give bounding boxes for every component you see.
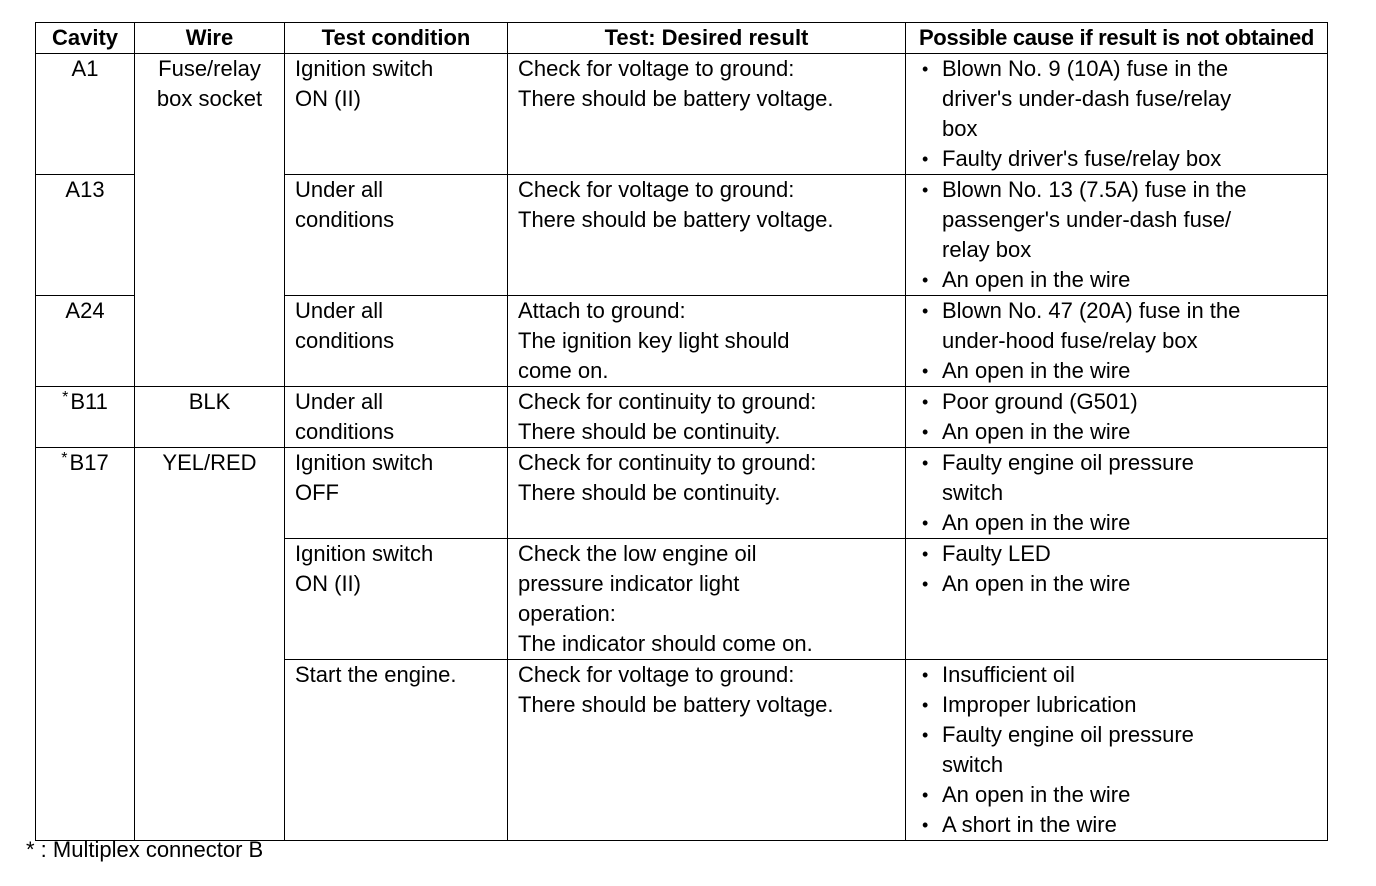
cause-cell [906, 539, 1328, 660]
result-cell [508, 660, 906, 841]
table-row [36, 448, 1328, 539]
cause-cell [906, 175, 1328, 296]
cavity-cell [36, 448, 135, 841]
bullet-icon: • [922, 695, 929, 715]
result-text: There should be battery voltage. [518, 207, 834, 232]
condition-cell [285, 387, 508, 448]
result-text: Check for continuity to ground: [518, 450, 817, 475]
cause-cell [906, 660, 1328, 841]
cavity-label: B11 [70, 389, 108, 414]
result-text: The indicator should come on. [518, 631, 813, 656]
condition-cell [285, 296, 508, 387]
connector-test-table [35, 22, 1328, 841]
cause-cell [906, 387, 1328, 448]
condition-text: conditions [295, 328, 395, 353]
condition-cell [285, 448, 508, 539]
cause-item [918, 175, 1321, 265]
condition-text: Ignition switch [295, 450, 434, 475]
bullet-icon: • [922, 301, 929, 321]
cause-cell [906, 448, 1328, 539]
condition-cell [285, 539, 508, 660]
result-text: operation: [518, 601, 616, 626]
cause-text: An open in the wire [942, 358, 1131, 383]
asterisk-mark: * [62, 389, 69, 406]
cause-text: Blown No. 9 (10A) fuse in the [942, 56, 1229, 81]
header-wire: Wire [135, 23, 285, 54]
cause-text: under-hood fuse/relay box [942, 328, 1198, 353]
result-text: pressure indicator light [518, 571, 740, 596]
bullet-icon: • [922, 513, 929, 533]
cause-text: box [942, 116, 978, 141]
cavity-cell [36, 296, 135, 387]
bullet-icon: • [922, 725, 929, 745]
cause-item [918, 144, 1321, 174]
condition-text: Under all [295, 177, 384, 202]
cause-item [918, 539, 1321, 569]
bullet-icon: • [922, 149, 929, 169]
cavity-label: A24 [65, 298, 105, 323]
cause-text: Faulty driver's fuse/relay box [942, 146, 1222, 171]
wire-label: box socket [156, 86, 263, 111]
result-cell [508, 54, 906, 175]
cause-text: switch [942, 480, 1004, 505]
result-text: There should be battery voltage. [518, 86, 834, 111]
condition-cell [285, 175, 508, 296]
cause-item [918, 660, 1321, 690]
cause-text: Improper lubrication [942, 692, 1137, 717]
header-possible-cause: Possible cause if result is not obtained [906, 23, 1328, 54]
cause-text: switch [942, 752, 1004, 777]
cause-text: Faulty LED [942, 541, 1051, 566]
condition-text: Under all [295, 389, 384, 414]
cause-text: Poor ground (G501) [942, 389, 1138, 414]
table-row [36, 387, 1328, 448]
result-text: Attach to ground: [518, 298, 686, 323]
result-cell [508, 387, 906, 448]
wire-label: YEL/RED [162, 450, 257, 475]
bullet-icon: • [922, 815, 929, 835]
bullet-icon: • [922, 59, 929, 79]
condition-text: Start the engine. [295, 662, 457, 687]
cause-item [918, 265, 1321, 295]
cause-text: An open in the wire [942, 782, 1131, 807]
cavity-label: B17 [69, 450, 109, 475]
cause-text: An open in the wire [942, 267, 1131, 292]
cause-item [918, 780, 1321, 810]
cause-text: Insufficient oil [942, 662, 1075, 687]
condition-text: conditions [295, 207, 395, 232]
header-test-condition: Test condition [285, 23, 508, 54]
cause-text: Faulty engine oil pressure [942, 722, 1194, 747]
result-cell [508, 296, 906, 387]
cause-item [918, 296, 1321, 356]
asterisk-mark: * [61, 450, 68, 467]
result-cell [508, 539, 906, 660]
cause-item [918, 569, 1321, 599]
cause-item [918, 54, 1321, 144]
cause-item [918, 690, 1321, 720]
bullet-icon: • [922, 422, 929, 442]
table-header-row [36, 23, 1328, 54]
bullet-icon: • [922, 392, 929, 412]
wire-label: Fuse/relay [158, 56, 261, 81]
result-text: There should be continuity. [518, 480, 781, 505]
cause-text: Faulty engine oil pressure [942, 450, 1194, 475]
cavity-cell [36, 54, 135, 175]
header-desired-result: Test: Desired result [508, 23, 906, 54]
cause-text: Blown No. 47 (20A) fuse in the [942, 298, 1241, 323]
cause-text: Blown No. 13 (7.5A) fuse in the [942, 177, 1247, 202]
wire-cell [135, 448, 285, 841]
condition-cell [285, 660, 508, 841]
cause-cell [906, 54, 1328, 175]
result-text: The ignition key light should [518, 328, 790, 353]
cause-text: An open in the wire [942, 510, 1131, 535]
header-cavity: Cavity [36, 23, 135, 54]
table-row [36, 54, 1328, 175]
condition-text: Ignition switch [295, 541, 434, 566]
condition-text: ON (II) [295, 86, 361, 111]
bullet-icon: • [922, 544, 929, 564]
cause-text: A short in the wire [942, 812, 1117, 837]
cause-item [918, 356, 1321, 386]
result-cell [508, 448, 906, 539]
result-text: There should be battery voltage. [518, 692, 834, 717]
result-text: Check the low engine oil [518, 541, 757, 566]
condition-text: ON (II) [295, 571, 361, 596]
result-text: Check for voltage to ground: [518, 662, 795, 687]
condition-text: OFF [295, 480, 339, 505]
bullet-icon: • [922, 574, 929, 594]
wire-cell [135, 54, 285, 387]
bullet-icon: • [922, 361, 929, 381]
cause-cell [906, 296, 1328, 387]
cause-text: An open in the wire [942, 419, 1131, 444]
result-cell [508, 175, 906, 296]
cause-text: passenger's under-dash fuse/ [942, 207, 1232, 232]
cavity-cell [36, 175, 135, 296]
result-text: There should be continuity. [518, 419, 781, 444]
bullet-icon: • [922, 785, 929, 805]
wire-label: BLK [188, 389, 231, 414]
cause-text: relay box [942, 237, 1032, 262]
condition-text: conditions [295, 419, 395, 444]
cavity-label: A1 [71, 56, 99, 81]
result-text: Check for continuity to ground: [518, 389, 817, 414]
troubleshooting-table-sheet [35, 22, 1327, 837]
bullet-icon: • [922, 453, 929, 473]
cause-item [918, 387, 1321, 417]
bullet-icon: • [922, 180, 929, 200]
condition-text: Ignition switch [295, 56, 434, 81]
result-text: Check for voltage to ground: [518, 56, 795, 81]
cause-item [918, 508, 1321, 538]
condition-text: Under all [295, 298, 384, 323]
bullet-icon: • [922, 665, 929, 685]
footnote: * : Multiplex connector B [26, 837, 264, 862]
cause-text: An open in the wire [942, 571, 1131, 596]
wire-cell [135, 387, 285, 448]
cavity-label: A13 [65, 177, 105, 202]
cause-item [918, 417, 1321, 447]
cause-item [918, 448, 1321, 508]
cause-text: driver's under-dash fuse/relay [942, 86, 1232, 111]
cause-item [918, 810, 1321, 840]
result-text: come on. [518, 358, 609, 383]
bullet-icon: • [922, 270, 929, 290]
result-text: Check for voltage to ground: [518, 177, 795, 202]
cause-item [918, 720, 1321, 780]
cavity-cell [36, 387, 135, 448]
condition-cell [285, 54, 508, 175]
